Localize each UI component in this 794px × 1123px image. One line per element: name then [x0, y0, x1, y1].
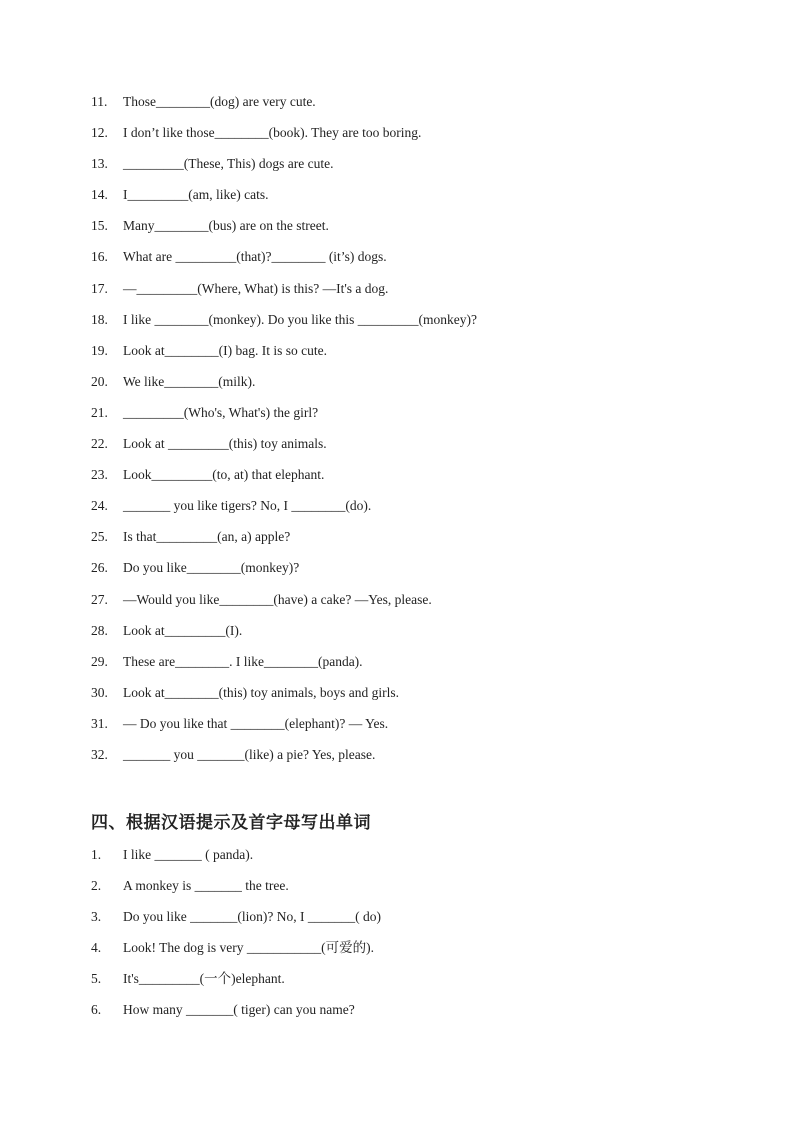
exercise-item — [91, 279, 741, 310]
item-text: I_________(am, like) cats. — [123, 187, 269, 203]
item-number: 11. — [91, 94, 108, 109]
item-number: 15. — [91, 218, 108, 234]
item-number: 29. — [91, 653, 108, 669]
item-number: 4. — [91, 940, 102, 956]
exercise-item — [91, 216, 741, 247]
item-number: 20. — [91, 373, 108, 389]
exercise-item — [91, 403, 741, 434]
item-text: It's_________(一个)elephant. — [123, 971, 285, 987]
item-number: 25. — [91, 529, 108, 545]
exercise-item — [91, 907, 741, 938]
section-heading: 四、根据汉语提示及首字母写出单词 — [91, 813, 371, 833]
item-text: Those________(dog) are very cute. — [123, 94, 316, 109]
item-number: 17. — [91, 280, 108, 296]
exercise-item — [91, 845, 741, 876]
exercise-item — [91, 558, 741, 589]
item-number: 26. — [91, 560, 108, 576]
item-number: 6. — [91, 1002, 102, 1018]
item-number: 31. — [91, 715, 108, 731]
item-text: Look_________(to, at) that elephant. — [123, 467, 325, 483]
item-text: _______ you like tigers? No, I ________(do). — [123, 498, 372, 514]
item-number: 28. — [91, 622, 108, 638]
item-number: 32. — [91, 746, 108, 762]
exercise-item — [91, 745, 741, 776]
item-text: Do you like________(monkey)? — [123, 560, 300, 576]
exercise-item — [91, 527, 741, 558]
item-text: How many _______( tiger) can you name? — [123, 1002, 355, 1018]
item-text: _______ you _______(like) a pie? Yes, please. — [123, 746, 376, 762]
item-number: 3. — [91, 909, 102, 925]
item-number: 30. — [91, 684, 108, 700]
item-number: 16. — [91, 249, 108, 265]
item-number: 12. — [91, 125, 108, 141]
exercise-item — [91, 1000, 741, 1031]
exercise-item — [91, 683, 741, 714]
item-number: 14. — [91, 187, 108, 203]
item-text: _________(These, This) dogs are cute. — [123, 156, 334, 172]
exercise-item — [91, 341, 741, 372]
exercise-item — [91, 310, 741, 341]
item-text: We like________(milk). — [123, 373, 256, 389]
item-text: Look! The dog is very ___________(可爱的). — [123, 940, 374, 956]
exercise-item — [91, 590, 741, 621]
item-text: I don’t like those________(book). They are too boring. — [123, 125, 422, 141]
item-text: I like ________(monkey). Do you like this _________(monkey)? — [123, 311, 477, 327]
item-text: —Would you like________(have) a cake? —Yes, please. — [123, 591, 432, 607]
exercise-list-part3 — [91, 92, 741, 776]
item-number: 1. — [91, 847, 102, 862]
item-text: Look at_________(I). — [123, 622, 243, 638]
item-number: 5. — [91, 971, 102, 987]
exercise-item — [91, 621, 741, 652]
exercise-item — [91, 938, 741, 969]
exercise-item — [91, 969, 741, 1000]
item-text: Is that_________(an, a) apple? — [123, 529, 291, 545]
item-number: 18. — [91, 311, 108, 327]
exercise-item — [91, 876, 741, 907]
item-number: 13. — [91, 156, 108, 172]
exercise-item — [91, 465, 741, 496]
item-text: Look at________(I) bag. It is so cute. — [123, 342, 327, 358]
item-number: 19. — [91, 342, 108, 358]
item-text: I like _______ ( panda). — [123, 847, 254, 862]
item-number: 23. — [91, 467, 108, 483]
item-number: 24. — [91, 498, 108, 514]
exercise-item — [91, 185, 741, 216]
exercise-item — [91, 496, 741, 527]
item-text: A monkey is _______ the tree. — [123, 878, 289, 894]
item-text: Do you like _______(lion)? No, I _______( do) — [123, 909, 381, 925]
item-number: 21. — [91, 404, 108, 420]
exercise-item — [91, 652, 741, 683]
item-text: Many________(bus) are on the street. — [123, 218, 329, 234]
exercise-item — [91, 123, 741, 154]
item-number: 2. — [91, 878, 102, 894]
item-text: Look at________(this) toy animals, boys and girls. — [123, 684, 399, 700]
exercise-item — [91, 714, 741, 745]
item-number: 27. — [91, 591, 108, 607]
item-text: — Do you like that ________(elephant)? — Yes. — [123, 715, 389, 731]
item-text: —_________(Where, What) is this? —It's a dog. — [123, 280, 389, 296]
exercise-item — [91, 434, 741, 465]
exercise-item — [91, 372, 741, 403]
exercise-item — [91, 154, 741, 185]
exercise-item — [91, 247, 741, 278]
item-text: _________(Who's, What's) the girl? — [123, 404, 319, 420]
item-number: 22. — [91, 436, 108, 452]
item-text: These are________. I like________(panda). — [123, 653, 363, 669]
item-text: Look at _________(this) toy animals. — [123, 436, 327, 452]
item-text: What are _________(that)?________ (it’s) dogs. — [123, 249, 387, 265]
exercise-item — [91, 92, 741, 123]
exercise-list-part4 — [91, 845, 741, 1032]
